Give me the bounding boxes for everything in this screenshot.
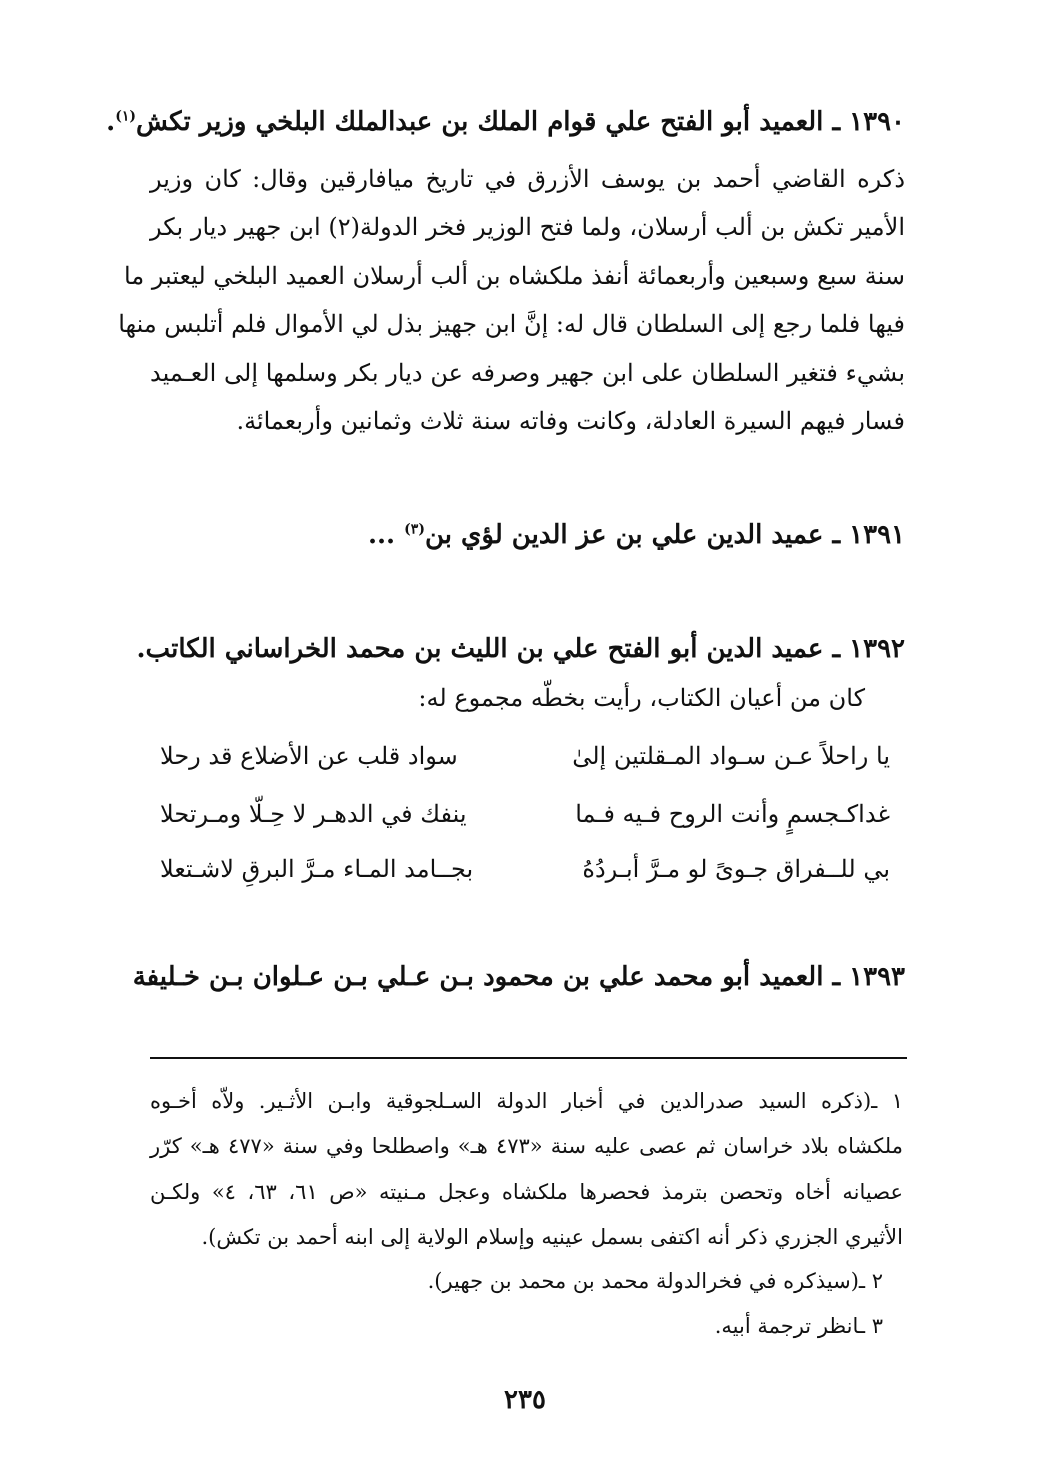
body-line: فيها فلما رجع إلى السلطان قال له: إنَّ ابن جهيز بذل لي الأموال فلم أتلبس منها — [118, 310, 905, 338]
footnote-ref: (٣) — [404, 521, 425, 538]
footnote-line: الأثيري الجزري ذكر أنه اكتفى بسمل عينيه وإسلام الولاية إلى ابنه أحمد بن تكش). — [201, 1225, 903, 1249]
body-line: الأمير تكش بن ألب أرسلان، ولما فتح الوزير فخر الدولة(٢) ابن جهير ديار بكر — [150, 213, 906, 241]
heading-end: . — [106, 107, 116, 137]
entry-intro: كان من أعيان الكتاب، رأيت بخطّه مجموع له: — [418, 684, 865, 712]
verse-first-hemistich: غداكـجسمٍ وأنت الروح فـيه فـما — [575, 800, 890, 828]
body-line: سنة سبع وسبعين وأربعمائة أنفذ ملكشاه بن ألب أرسلان العميد البلخي ليعتبر ما — [124, 262, 905, 290]
footnote-line: ملكشاه بلاد خراسان ثم عصى عليه سنة «٤٧٣ هـ» واصطلحا وفي سنة «٤٧٧ هـ» كرّر — [150, 1134, 904, 1158]
verse-second-hemistich: سواد قلب عن الأضلاع قد رحلا — [160, 742, 458, 770]
verse-second-hemistich: بجــامد المـاء مـرَّ البرقِ لاشـتعلا — [160, 855, 474, 883]
page-number: ٢٣٥ — [504, 1385, 546, 1415]
body-line: فسار فيهم السيرة العادلة، وكانت وفاته سنة ثلاث وثمانين وأربعمائة. — [236, 407, 905, 435]
footnote-line: ٣ ـانظر ترجمة أبيه. — [714, 1314, 883, 1338]
entry-heading: ١٣٩٣ ـ العميد أبو محمد علي بن محمود بـن عـلي بـن عـلوان بـن خـليفة — [132, 962, 905, 992]
body-line: بشيء فتغير السلطان على ابن جهير وصرفه عن ديار بكر وسلمها إلى العـميد — [150, 359, 905, 387]
body-line: ذكره القاضي أحمد بن يوسف الأزرق في تاريخ ميافارقين وقال: كان وزير — [150, 165, 905, 193]
verse-second-hemistich: ينفك في الدهـر لا حِـلّا ومـرتحلا — [160, 800, 467, 828]
footnote-line: ١ ـ(ذكره السيد صدرالدين في أخبار الدولة السـلجوقية وابـن الأثـير. ولاّه أخـوه — [150, 1089, 903, 1113]
heading-text: ١٣٩١ ـ عميد الدين علي بن عز الدين لؤي بن — [424, 520, 905, 550]
footnote-divider — [150, 1057, 907, 1059]
heading-end: ... — [367, 520, 405, 550]
entry-heading: ١٣٩٢ ـ عميد الدين أبو الفتح علي بن الليث بن محمد الخراساني الكاتب. — [136, 634, 905, 664]
verse-first-hemistich: يا راحلاً عـن سـواد المـقلتين إلىٰ — [572, 742, 890, 770]
footnote-line: ٢ ـ(سيذكره في فخرالدولة محمد بن محمد بن جهير). — [427, 1269, 883, 1293]
verse-first-hemistich: بي للــفراق جـوىً لو مـرَّ أبـردُهُ — [582, 855, 890, 883]
footnote-ref: (١) — [115, 108, 136, 125]
entry-heading — [106, 107, 905, 137]
footnote-line: عصيانه أخاه وتحصن بترمذ فحصرها ملكشاه وعجل مـنيته «ص ٦١، ٦٣، ٤» ولكـن — [150, 1180, 904, 1204]
heading-text: ١٣٩٠ ـ العميد أبو الفتح علي قوام الملك بن عبدالملك البلخي وزير تكش — [135, 107, 905, 137]
entry-heading — [150, 520, 905, 550]
